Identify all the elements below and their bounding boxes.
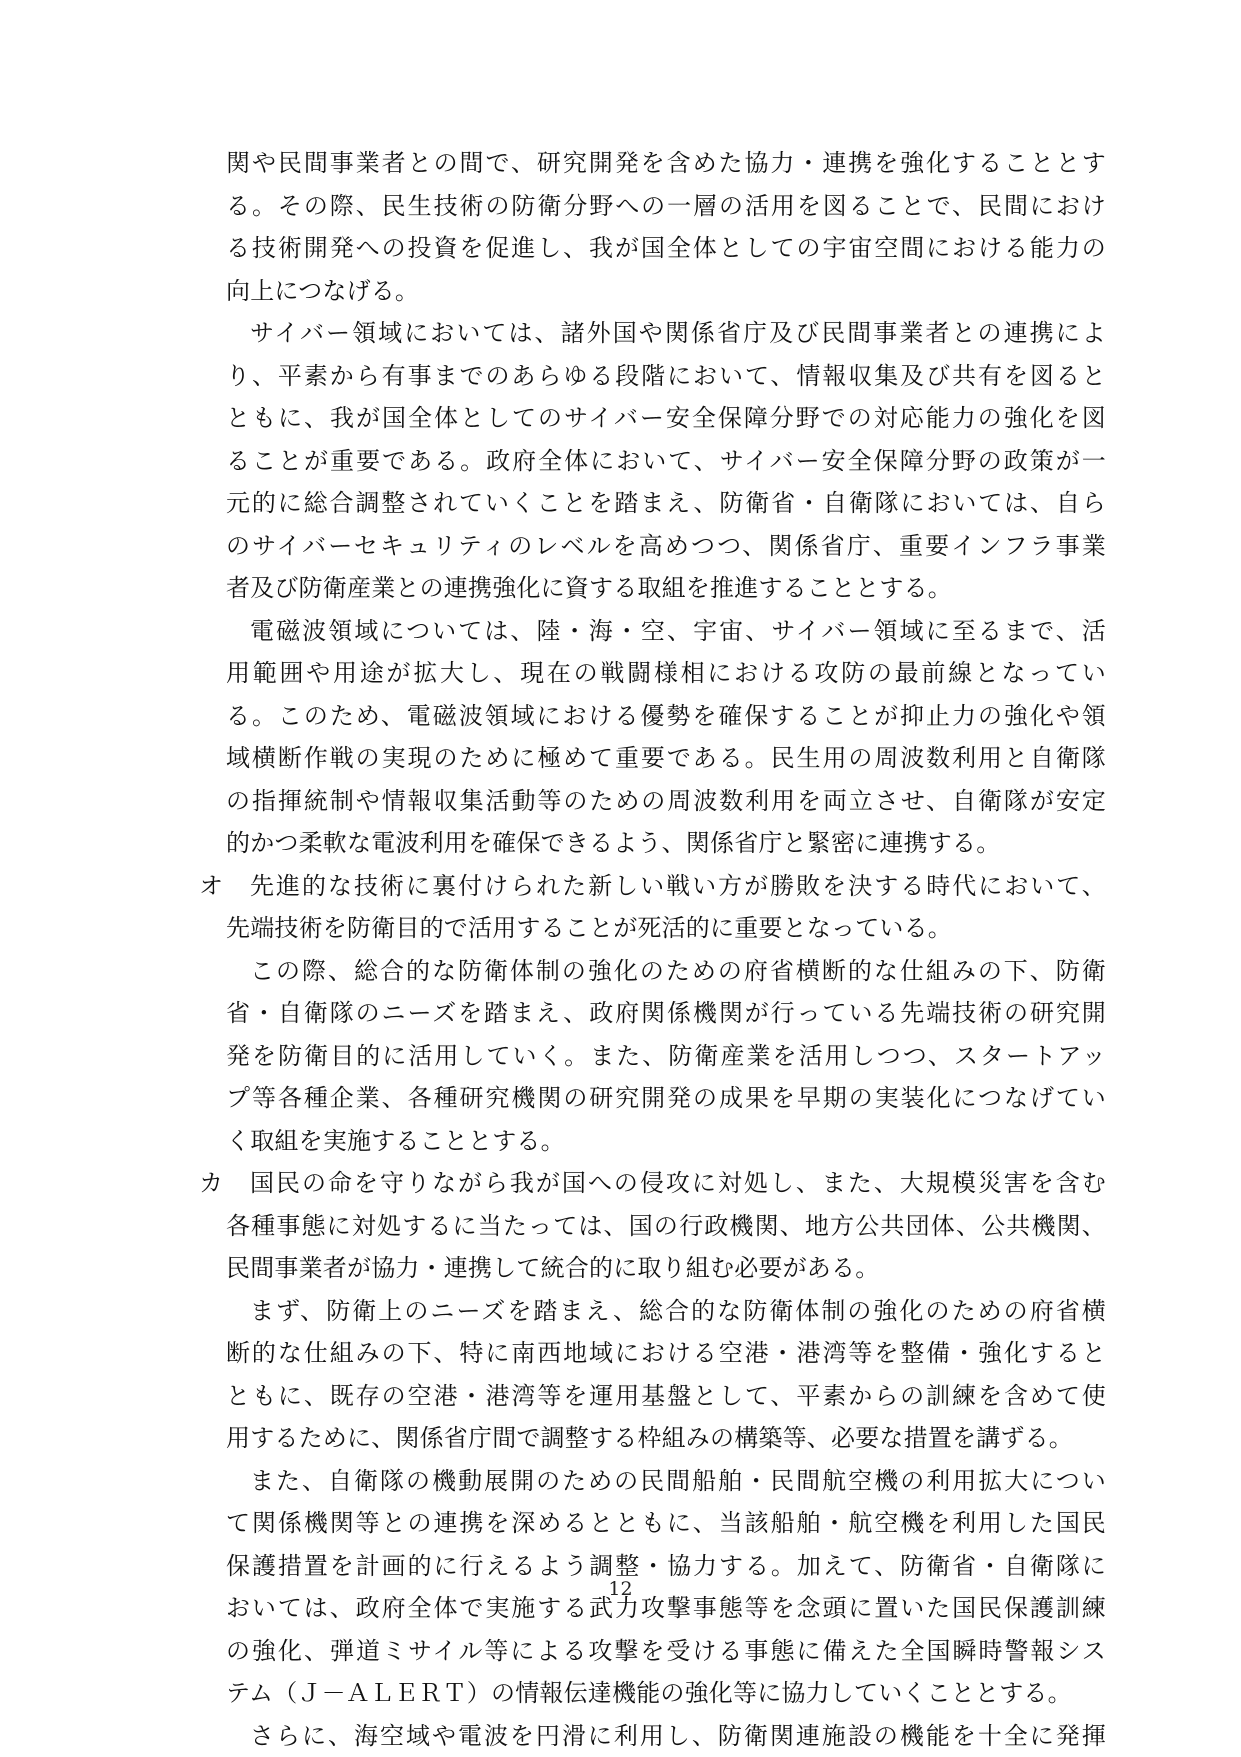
line-text: 用するために、関係省庁間で調整する枠組みの構築等、必要な措置を講ずる。: [226, 1424, 1073, 1452]
text-line: [226, 1630, 1106, 1673]
line-text: 電磁波領域については、陸・海・空、宇宙、サイバー領域に至るまで、活: [250, 617, 1106, 645]
line-text: ともに、既存の空港・港湾等を運用基盤として、平素からの訓練を含めて使: [226, 1382, 1106, 1410]
line-text: 者及び防衛産業との連携強化に資する取組を推進することとする。: [226, 574, 952, 602]
text-line: [226, 1460, 1106, 1503]
line-text: の強化、弾道ミサイル等による攻撃を受ける事態に備えた全国瞬時警報シス: [226, 1637, 1106, 1665]
text-line: [226, 1162, 1106, 1205]
list-item: [226, 1162, 1106, 1290]
text-line: [226, 440, 1106, 483]
document-body: [226, 142, 1106, 1757]
line-text: 関や民間事業者との間で、研究開発を含めた協力・連携を強化することとす: [226, 149, 1106, 177]
text-line: [226, 142, 1106, 185]
page-number: 12: [0, 1578, 1241, 1600]
text-line: [226, 652, 1106, 695]
text-line: [226, 737, 1106, 780]
text-line: [226, 227, 1106, 270]
text-line: [226, 1120, 1106, 1163]
text-line: [226, 992, 1106, 1035]
paragraph: [226, 610, 1106, 865]
line-text: 元的に総合調整されていくことを踏まえ、防衛省・自衛隊においては、自ら: [226, 489, 1106, 517]
line-text: まず、防衛上のニーズを踏まえ、総合的な防衛体制の強化のための府省横: [250, 1297, 1106, 1325]
line-text: 発を防衛目的に活用していく。また、防衛産業を活用しつつ、スタートアッ: [226, 1042, 1106, 1070]
text-line: [226, 312, 1106, 355]
text-line: [226, 1417, 1106, 1460]
line-text: り、平素から有事までのあらゆる段階において、情報収集及び共有を図ると: [226, 362, 1106, 390]
text-line: [226, 1247, 1106, 1290]
line-text: て関係機関等との連携を深めるとともに、当該船舶・航空機を利用した国民: [226, 1509, 1106, 1537]
text-line: [226, 610, 1106, 653]
line-text: また、自衛隊の機動展開のための民間船舶・民間航空機の利用拡大につい: [250, 1467, 1106, 1495]
paragraph: [226, 1290, 1106, 1460]
paragraph: [226, 1715, 1106, 1757]
line-text: テム（Ｊ－ＡＬＥＲＴ）の情報伝達機能の強化等に協力していくこととする。: [226, 1679, 1072, 1707]
text-line: [226, 270, 1106, 313]
line-text: サイバー領域においては、諸外国や関係省庁及び民間事業者との連携によ: [250, 319, 1106, 347]
line-text: 向上につなげる。: [226, 277, 419, 305]
line-text: 断的な仕組みの下、特に南西地域における空港・港湾等を整備・強化すると: [226, 1339, 1106, 1367]
paragraph: [226, 312, 1106, 610]
text-line: [226, 695, 1106, 738]
line-text: この際、総合的な防衛体制の強化のための府省横断的な仕組みの下、防衛: [250, 957, 1106, 985]
line-text: 的かつ柔軟な電波利用を確保できるよう、関係省庁と緊密に連携する。: [226, 829, 1000, 857]
text-line: [226, 907, 1106, 950]
text-line: [226, 865, 1106, 908]
text-line: [226, 355, 1106, 398]
line-text: 民間事業者が協力・連携して統合的に取り組む必要がある。: [226, 1254, 879, 1282]
paragraph: [226, 142, 1106, 312]
text-line: [226, 185, 1106, 228]
line-text: のサイバーセキュリティのレベルを高めつつ、関係省庁、重要インフラ事業: [226, 532, 1106, 560]
line-text: 先進的な技術に裏付けられた新しい戦い方が勝敗を決する時代において、: [250, 872, 1106, 900]
text-line: [226, 525, 1106, 568]
text-line: [226, 780, 1106, 823]
paragraph: [226, 950, 1106, 1163]
text-line: [226, 482, 1106, 525]
line-text: 域横断作戦の実現のために極めて重要である。民生用の周波数利用と自衛隊: [226, 744, 1106, 772]
list-marker: オ: [199, 865, 223, 908]
line-text: の指揮統制や情報収集活動等のための周波数利用を両立させ、自衛隊が安定: [226, 787, 1106, 815]
text-line: [226, 1332, 1106, 1375]
line-text: く取組を実施することとする。: [226, 1127, 565, 1155]
text-line: [226, 1035, 1106, 1078]
line-text: おいては、政府全体で実施する武力攻撃事態等を念頭に置いた国民保護訓練: [226, 1594, 1106, 1622]
text-line: [226, 1672, 1106, 1715]
line-text: ることが重要である。政府全体において、サイバー安全保障分野の政策が一: [226, 447, 1106, 475]
text-line: [226, 1077, 1106, 1120]
text-line: [226, 1290, 1106, 1333]
line-text: さらに、海空域や電波を円滑に利用し、防衛関連施設の機能を十全に発揮: [250, 1722, 1106, 1750]
line-text: 省・自衛隊のニーズを踏まえ、政府関係機関が行っている先端技術の研究開: [226, 999, 1106, 1027]
text-line: [226, 950, 1106, 993]
line-text: 保護措置を計画的に行えるよう調整・協力する。加えて、防衛省・自衛隊に: [226, 1552, 1106, 1580]
text-line: [226, 397, 1106, 440]
text-line: [226, 1502, 1106, 1545]
list-marker: カ: [199, 1162, 223, 1205]
line-text: 先端技術を防衛目的で活用することが死活的に重要となっている。: [226, 914, 952, 942]
line-text: 用範囲や用途が拡大し、現在の戦闘様相における攻防の最前線となってい: [226, 659, 1106, 687]
text-line: [226, 567, 1106, 610]
line-text: る。その際、民生技術の防衛分野への一層の活用を図ることで、民間におけ: [226, 192, 1106, 220]
line-text: 各種事態に対処するに当たっては、国の行政機関、地方公共団体、公共機関、: [226, 1212, 1106, 1240]
text-line: [226, 1375, 1106, 1418]
line-text: 国民の命を守りながら我が国への侵攻に対処し、また、大規模災害を含む: [250, 1169, 1106, 1197]
line-text: る技術開発への投資を促進し、我が国全体としての宇宙空間における能力の: [226, 234, 1106, 262]
text-line: [226, 1715, 1106, 1757]
text-line: [226, 1205, 1106, 1248]
line-text: プ等各種企業、各種研究機関の研究開発の成果を早期の実装化につなげてい: [226, 1084, 1106, 1112]
line-text: ともに、我が国全体としてのサイバー安全保障分野での対応能力の強化を図: [226, 404, 1106, 432]
list-item: [226, 865, 1106, 950]
line-text: る。このため、電磁波領域における優勢を確保することが抑止力の強化や領: [226, 702, 1106, 730]
text-line: [226, 822, 1106, 865]
